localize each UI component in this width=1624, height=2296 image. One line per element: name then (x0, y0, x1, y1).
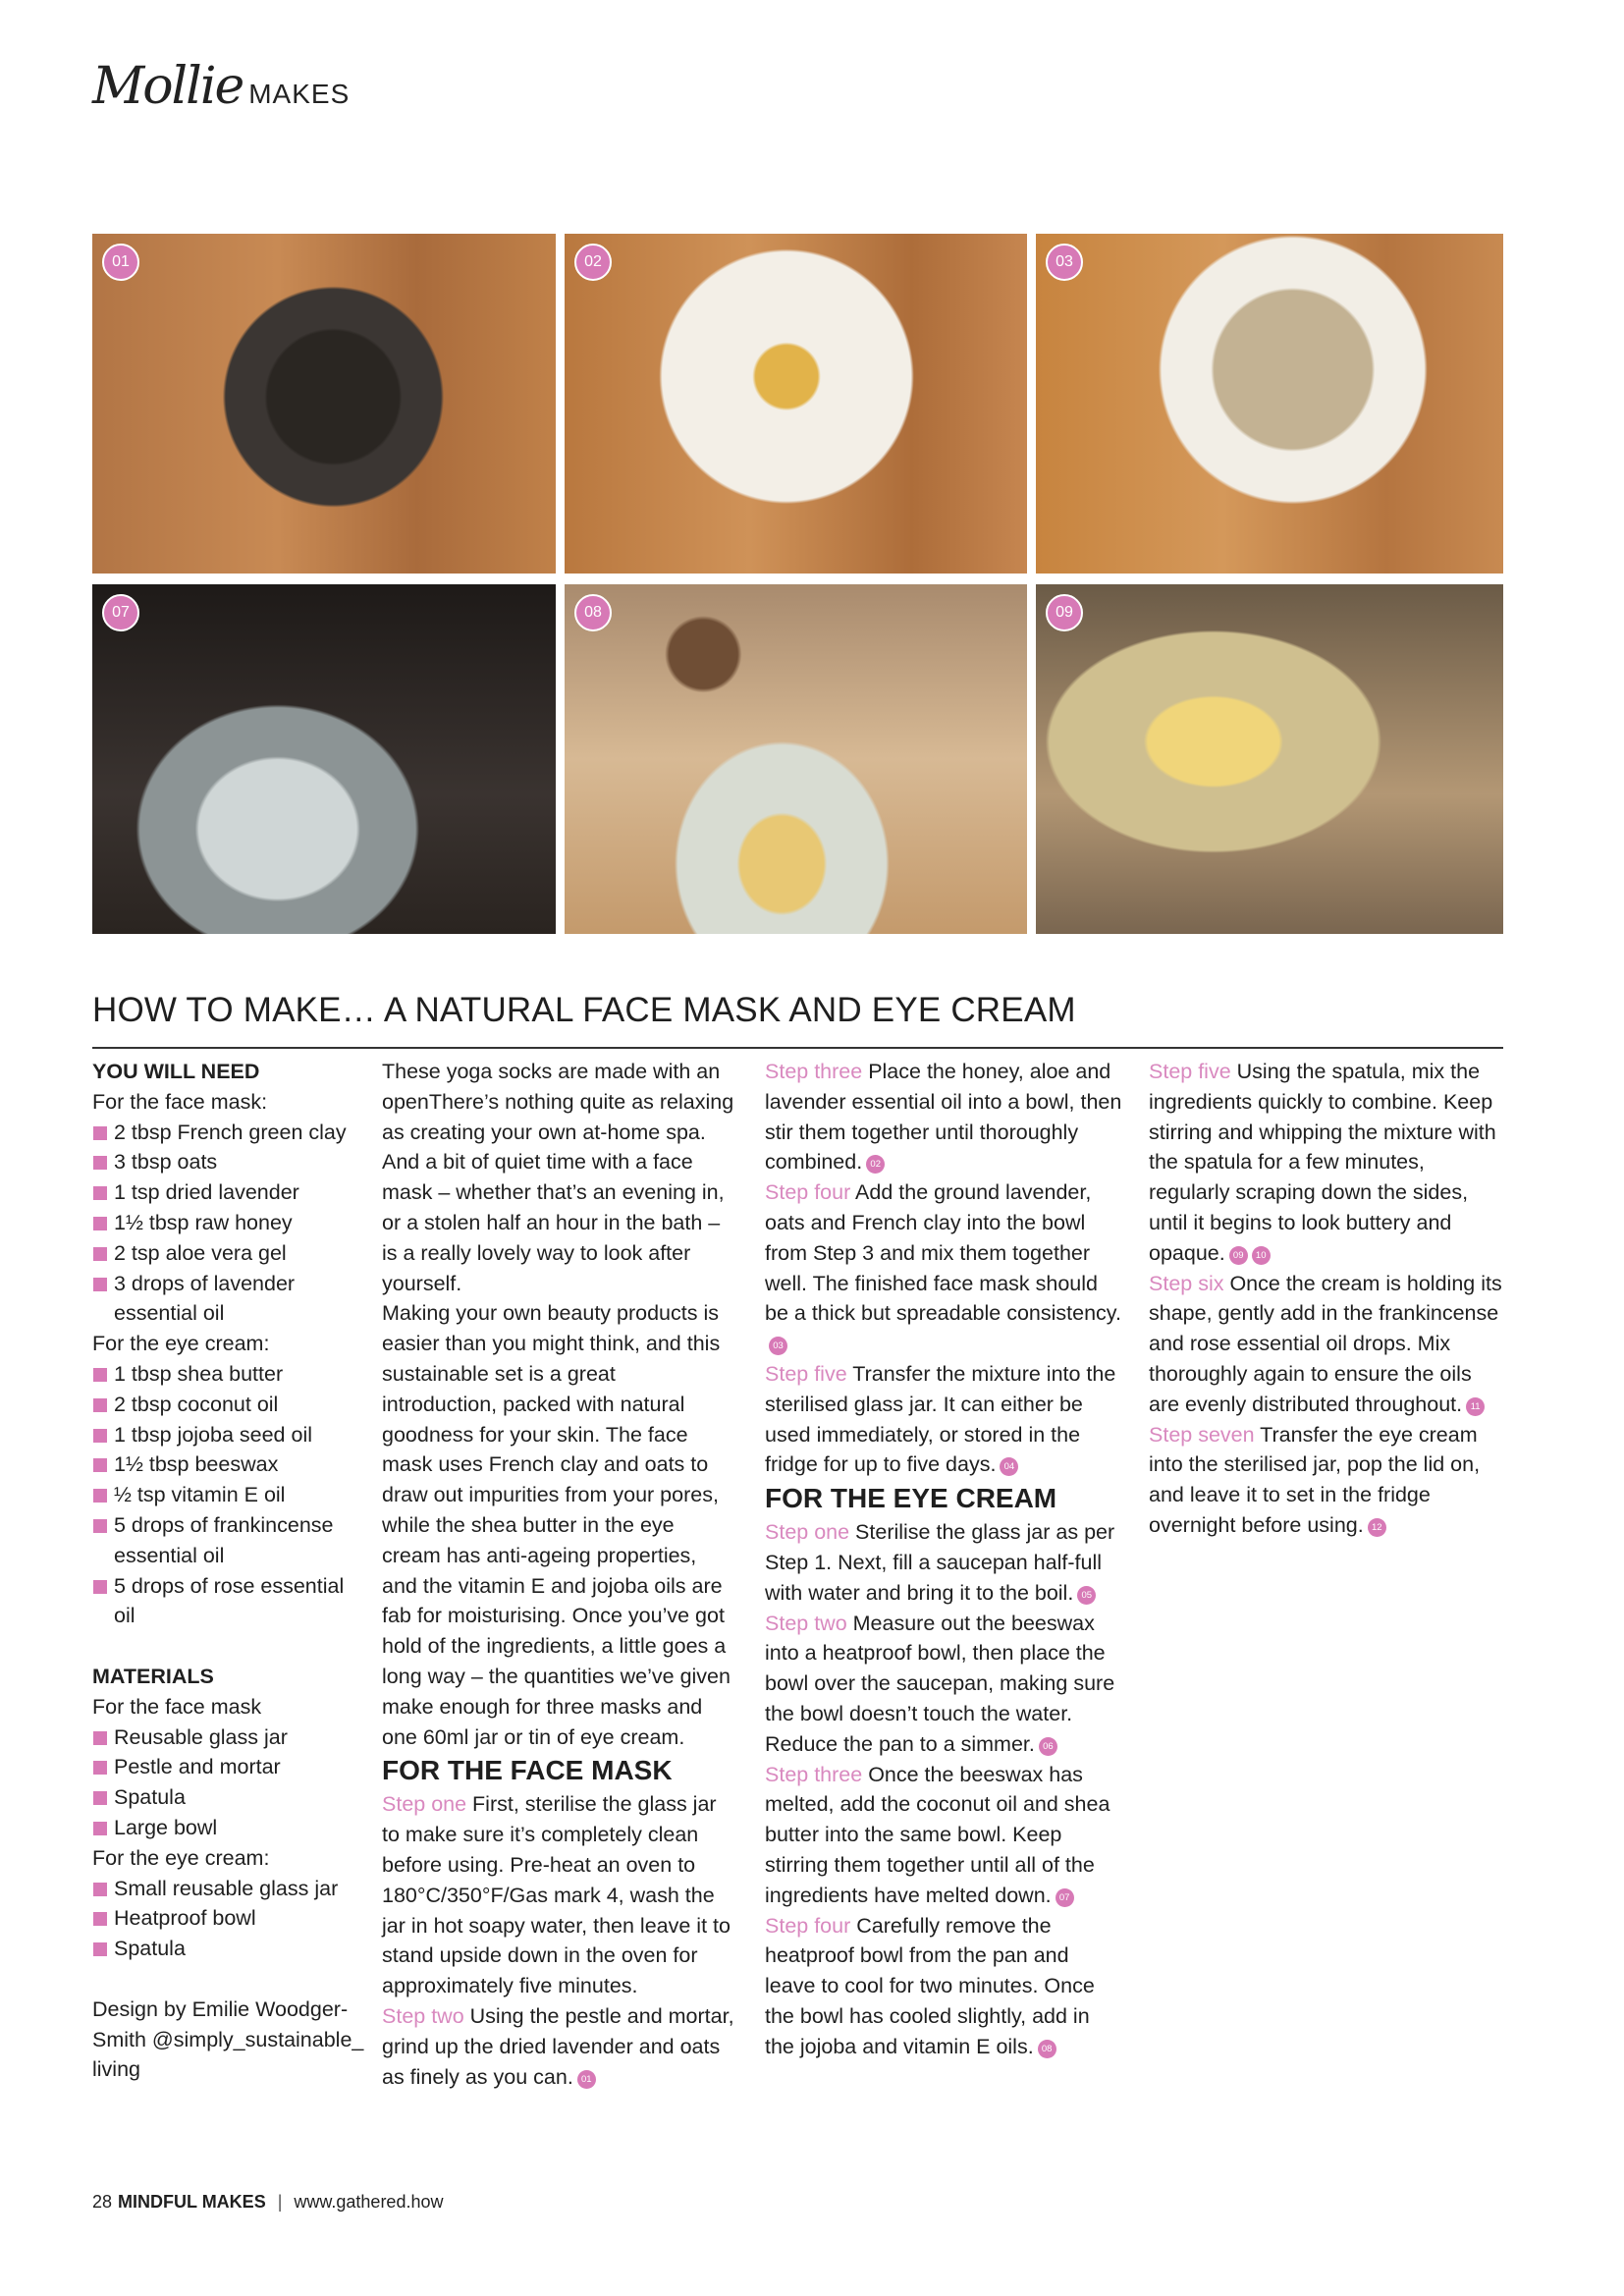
list-item: ½ tsp vitamin E oil (92, 1480, 367, 1510)
step-paragraph (765, 1359, 1123, 1480)
page-number: 28 (92, 2192, 113, 2212)
step-text: Add the ground lavender, oats and French clay into the bowl from Step 3 and mix them together well. The finished face mask should be a thick but spreadable consistency. (765, 1180, 1121, 1326)
step-text: Once the cream is holding its shape, gently add in the frankincense and rose essential oil drops. Mix thoroughly again to ensure the oils are evenly distributed throughout. (1149, 1271, 1502, 1416)
list-item: 1½ tbsp beeswax (92, 1449, 367, 1480)
face-mask-heading: FOR THE FACE MASK (382, 1755, 673, 1786)
step-label: Step three (765, 1060, 863, 1083)
list-item: Spatula (92, 1782, 367, 1813)
step-paragraph (765, 1911, 1123, 2062)
intro-paragraph: Making your own beauty products is easier than you might think, and this sustainable set is a great introduction, packed with natural goodness for your skin. The face mask uses French clay and oats to draw out impurities from your pores, while the shea butter in the eye cream has anti-ageing properties, and the vitamin E and jojoba oils are fab for moisturising. Once you’ve got hold of the ingredients, a little goes a long way – the quantities we’ve given make enough for three masks and one 60ml jar or tin of eye cream. (382, 1301, 731, 1749)
photo-ref-badge: 10 (1252, 1246, 1271, 1265)
page-footer (92, 2192, 443, 2213)
step-paragraph (382, 2001, 735, 2092)
step-label: Step one (765, 1520, 850, 1545)
step-text: Once the beeswax has melted, add the coconut oil and shea butter into the same bowl. Keep stirring them together until all of the ingredients have melted down. (765, 1762, 1110, 1907)
photo-coconut-oil (92, 584, 556, 934)
footer-separator: | (277, 2192, 283, 2212)
column-steps-b (1149, 1057, 1504, 1541)
photo-pestle-mortar (92, 234, 556, 574)
intro-paragraph: These yoga socks are made with an openThere’s nothing quite as relaxing as creating your own at-home spa. And a bit of quiet time with a face mask – whether that’s an evening in, or a stolen half an hour in the bath – is a really lovely way to look after yourself. (382, 1060, 734, 1295)
step-paragraph (1149, 1420, 1504, 1541)
step-paragraph (765, 1760, 1123, 1911)
step-text: Carefully remove the heatproof bowl from the pan and leave to cool for two minutes. Once the bowl has cooled slightly, add in the jojoba and vitamin E oils. (765, 1913, 1095, 2058)
photo-clay-mixture (1036, 234, 1503, 574)
step-label: Step two (382, 2003, 464, 2028)
step-text: First, sterilise the glass jar to make sure it’s completely clean before using. Pre-heat an oven to 180°C/350°F/Gas mark 4, wash the jar in hot soapy water, then leave it to stand upside down in the oven for approximately five minutes. (382, 1792, 731, 1998)
step-text: Transfer the eye cream into the sterilised jar, pop the lid on, and leave it to set in the fridge overnight before using. (1149, 1422, 1481, 1537)
step-label: Step one (382, 1792, 467, 1817)
photo-step-badge: 01 (102, 244, 139, 281)
list-item: 1 tbsp jojoba seed oil (92, 1420, 367, 1450)
section-name: MINDFUL MAKES (118, 2192, 266, 2212)
column-intro (382, 1057, 735, 2092)
materials-face-list (92, 1722, 367, 1843)
list-item: 2 tbsp French green clay (92, 1118, 367, 1148)
column-steps-a (765, 1057, 1123, 2062)
step-text: Sterilise the glass jar as per Step 1. Next, fill a saucepan half-full with water and bring it to the boil. (765, 1520, 1115, 1605)
list-item: 2 tsp aloe vera gel (92, 1238, 367, 1269)
photo-ref-badge: 04 (1000, 1457, 1018, 1476)
photo-ref-badge: 11 (1466, 1397, 1485, 1416)
need-heading: YOU WILL NEED (92, 1060, 260, 1083)
list-item: 2 tbsp coconut oil (92, 1390, 367, 1420)
headline-rule (92, 1047, 1503, 1049)
photo-honey-bowl (565, 234, 1027, 574)
photo-ref-badge: 05 (1077, 1586, 1096, 1605)
photo-ref-badge: 01 (577, 2070, 596, 2089)
step-label: Step six (1149, 1271, 1224, 1295)
photo-ref-badge: 08 (1038, 2040, 1056, 2058)
photo-ref-badge: 07 (1056, 1888, 1074, 1907)
logo-mollie: Mollie (92, 57, 244, 116)
masthead-logo (92, 57, 350, 116)
photo-ref-badge: 12 (1368, 1518, 1386, 1537)
photo-ref-badge: 02 (866, 1155, 885, 1174)
need-face-list (92, 1118, 367, 1330)
list-item: 1 tsp dried lavender (92, 1177, 367, 1208)
photo-ref-badge: 09 (1229, 1246, 1248, 1265)
materials-eye-list (92, 1874, 367, 1964)
column-ingredients (92, 1057, 367, 2085)
step-label: Step five (765, 1361, 847, 1386)
list-item: Pestle and mortar (92, 1752, 367, 1782)
list-item: 5 drops of frankincense essential oil (92, 1510, 367, 1571)
step-text: Measure out the beeswax into a heatproof bowl, then place the bowl over the saucepan, making sure the bowl doesn’t touch the water. Reduce the pan to a simmer. (765, 1611, 1115, 1756)
photo-whipping-cream (1036, 584, 1503, 934)
step-paragraph (765, 1057, 1123, 1177)
photo-adding-oil (565, 584, 1027, 934)
step-text: Transfer the mixture into the sterilised glass jar. It can either be used immediately, or stored in the fridge for up to five days. (765, 1361, 1116, 1477)
photo-step-badge: 02 (574, 244, 612, 281)
photo-step-badge: 09 (1046, 594, 1083, 631)
step-label: Step five (1149, 1060, 1231, 1083)
step-text: Using the spatula, mix the ingredients quickly to combine. Keep stirring and whipping the mixture with the spatula for a few minutes, regularly scraping down the sides, until it begins to look buttery and opaque. (1149, 1060, 1496, 1265)
logo-makes: MAKES (248, 79, 351, 109)
materials-face-label: For the face mask (92, 1694, 262, 1719)
list-item: 1½ tbsp raw honey (92, 1208, 367, 1238)
list-item: Large bowl (92, 1813, 367, 1843)
step-paragraph (1149, 1057, 1504, 1269)
need-eye-label: For the eye cream: (92, 1332, 270, 1356)
list-item: Heatproof bowl (92, 1903, 367, 1934)
step-label: Step two (765, 1611, 847, 1635)
materials-eye-label: For the eye cream: (92, 1845, 270, 1870)
materials-heading: MATERIALS (92, 1664, 214, 1688)
step-text: Using the pestle and mortar, grind up the dried lavender and oats as finely as you can. (382, 2003, 734, 2089)
step-label: Step three (765, 1762, 863, 1786)
step-paragraph (765, 1177, 1123, 1359)
step-text: Place the honey, aloe and lavender essential oil into a bowl, then stir them together until thoroughly combined. (765, 1060, 1122, 1175)
step-label: Step four (765, 1913, 851, 1938)
website-url: www.gathered.how (294, 2192, 444, 2212)
photo-step-badge: 08 (574, 594, 612, 631)
design-credit: Design by Emilie Woodger-Smith @simply_sustainable_ living (92, 1996, 364, 2082)
step-label: Step seven (1149, 1422, 1255, 1447)
step-label: Step four (765, 1180, 851, 1205)
step-paragraph (382, 1789, 735, 2001)
photo-step-badge: 07 (102, 594, 139, 631)
eye-cream-heading: FOR THE EYE CREAM (765, 1483, 1057, 1514)
step-paragraph (765, 1517, 1123, 1608)
list-item: Reusable glass jar (92, 1722, 367, 1753)
list-item: 1 tbsp shea butter (92, 1359, 367, 1390)
step-paragraph (1149, 1269, 1504, 1420)
list-item: 5 drops of rose essential oil (92, 1571, 367, 1632)
step-paragraph (765, 1609, 1123, 1760)
list-item: 3 drops of lavender essential oil (92, 1269, 367, 1330)
photo-step-badge: 03 (1046, 244, 1083, 281)
article-headline: HOW TO MAKE… A NATURAL FACE MASK AND EYE CREAM (92, 991, 1076, 1029)
need-face-label: For the face mask: (92, 1089, 268, 1114)
list-item: 3 tbsp oats (92, 1147, 367, 1177)
need-eye-list (92, 1359, 367, 1631)
photo-ref-badge: 06 (1039, 1737, 1057, 1756)
list-item: Small reusable glass jar (92, 1874, 367, 1904)
list-item: Spatula (92, 1934, 367, 1964)
photo-ref-badge: 03 (769, 1337, 787, 1355)
